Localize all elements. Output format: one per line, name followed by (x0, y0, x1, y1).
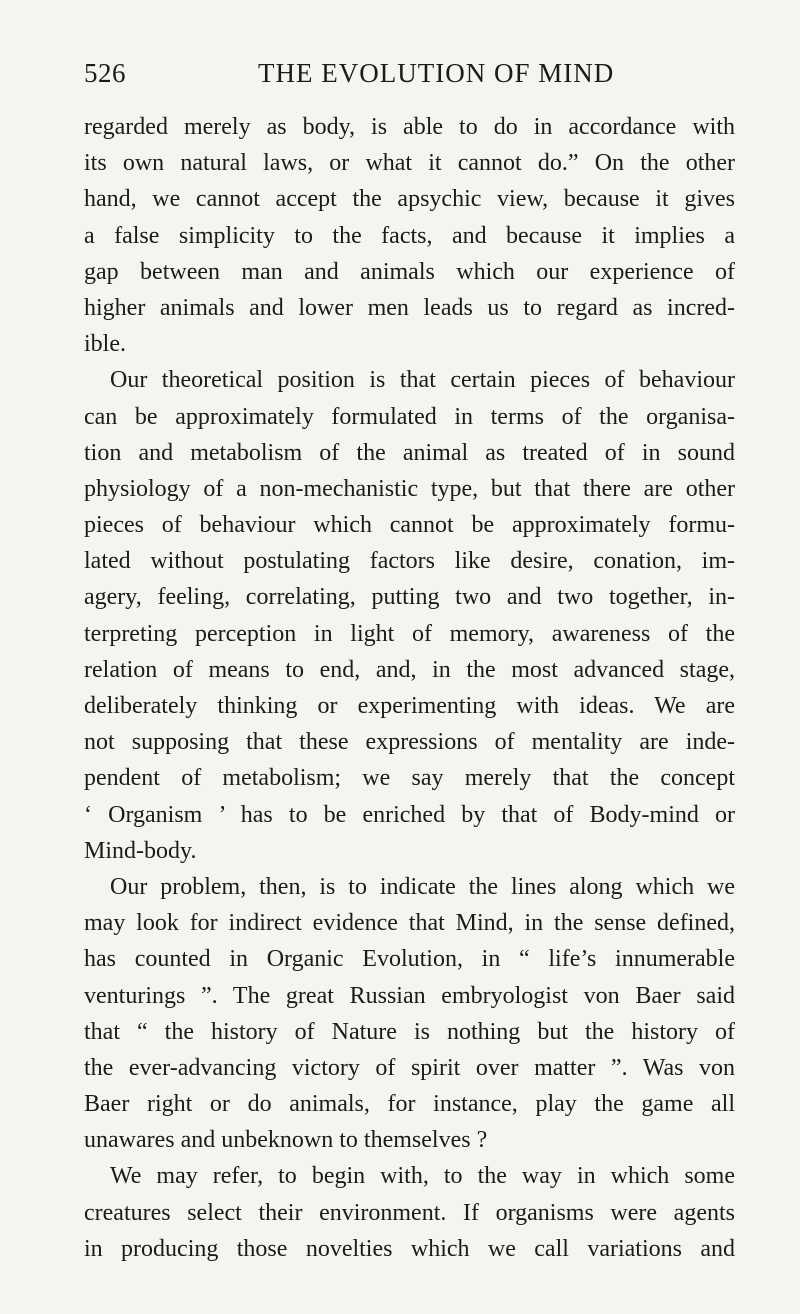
paragraph (84, 109, 735, 362)
text-line: Our theoretical position is that certain pieces of behaviour (110, 367, 735, 394)
text-line: the ever-advancing victory of spirit over matter ”. Was von (84, 1054, 735, 1081)
text-line: We may refer, to begin with, to the way in which some (110, 1163, 735, 1190)
paragraph (84, 362, 735, 869)
text-line: higher animals and lower men leads us to regard as incred- (84, 294, 735, 321)
paragraph (84, 869, 735, 1159)
text-line: physiology of a non-mechanistic type, but that there are other (84, 475, 735, 502)
text-line: ible. (84, 331, 126, 358)
text-line: ‘ Organism ’ has to be enriched by that of Body-mind or (84, 801, 735, 828)
text-line: Our problem, then, is to indicate the lines along which we (110, 873, 735, 900)
text-line: has counted in Organic Evolution, in “ life’s innumerable (84, 946, 735, 973)
text-line: tion and metabolism of the animal as treated of in sound (84, 439, 735, 466)
text-line: relation of means to end, and, in the most advanced stage, (84, 656, 735, 683)
text-line: that “ the history of Nature is nothing but the history of (84, 1018, 735, 1045)
text-line: lated without postulating factors like desire, conation, im- (84, 548, 735, 575)
text-line: terpreting perception in light of memory, awareness of the (84, 620, 735, 647)
text-line: not supposing that these expressions of mentality are inde- (84, 729, 735, 756)
text-line: unawares and unbeknown to themselves ? (84, 1127, 488, 1154)
text-line: agery, feeling, correlating, putting two and two together, in- (84, 584, 735, 611)
text-line: venturings ”. The great Russian embryologist von Baer said (84, 982, 735, 1009)
text-line: deliberately thinking or experimenting with ideas. We are (84, 693, 735, 719)
text-line: creatures select their environment. If organisms were agents (84, 1199, 735, 1226)
body-text (84, 109, 735, 1267)
text-line: Mind-body. (84, 837, 197, 864)
text-line: hand, we cannot accept the apsychic view, because it gives (84, 186, 735, 213)
text-line: its own natural laws, or what it cannot do.” On the other (84, 150, 735, 177)
text-line: may look for indirect evidence that Mind, in the sense defined, (84, 910, 735, 937)
text-line: a false simplicity to the facts, and because it implies a (84, 222, 735, 249)
text-line: pendent of metabolism; we say merely that the concept (84, 765, 735, 792)
paragraph (84, 1158, 735, 1267)
text-line: in producing those novelties which we call variations and (84, 1235, 735, 1262)
text-line: gap between man and animals which our experience of (84, 258, 735, 285)
text-line: Baer right or do animals, for instance, play the game all (84, 1091, 735, 1118)
page-number: 526 (84, 58, 126, 88)
running-head (84, 58, 740, 98)
running-title: THE EVOLUTION OF MIND (258, 58, 615, 88)
text-line: pieces of behaviour which cannot be approximately formu- (84, 512, 735, 539)
text-line: regarded merely as body, is able to do in accordance with (84, 114, 735, 140)
text-line: can be approximately formulated in terms of the organisa- (84, 403, 735, 430)
